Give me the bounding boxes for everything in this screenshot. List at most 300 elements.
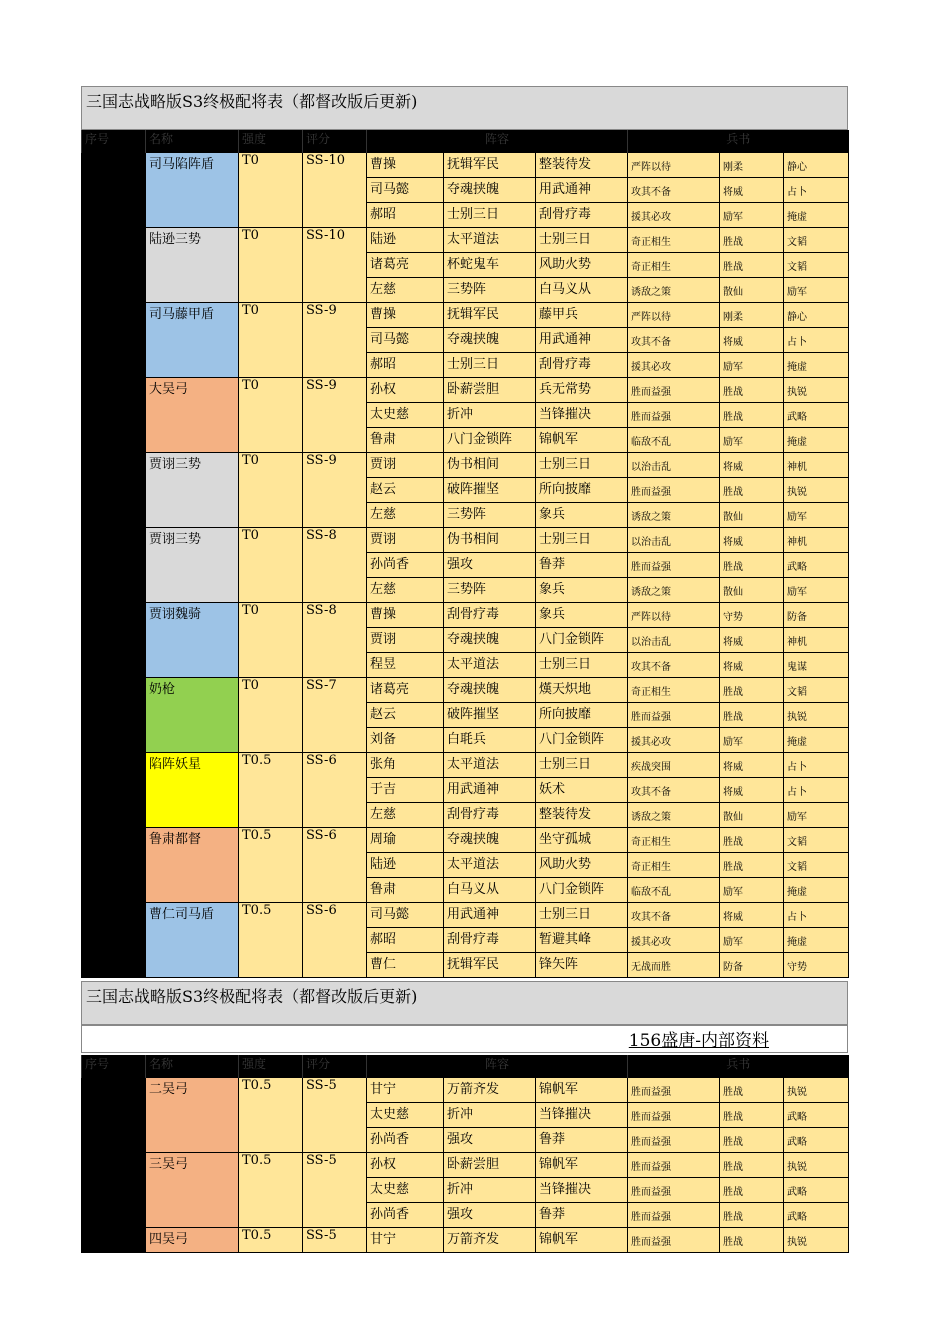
book-cell: 执锐 <box>784 1078 849 1103</box>
book-cell: 严阵以待 <box>628 153 720 178</box>
strength-cell: T0 <box>239 678 303 753</box>
score-cell: SS-10 <box>303 153 367 228</box>
skill-cell: 士别三日 <box>536 453 628 478</box>
skill-cell: 风助火势 <box>536 253 628 278</box>
book-cell: 守势 <box>720 603 784 628</box>
table-row <box>82 303 849 328</box>
skill-cell: 三势阵 <box>444 578 536 603</box>
book-cell: 励军 <box>720 203 784 228</box>
book-cell: 胜战 <box>720 1128 784 1153</box>
header-score: 评分 <box>303 1055 367 1078</box>
team-name-cell: 大吴弓 <box>146 378 239 453</box>
skill-cell: 三势阵 <box>444 503 536 528</box>
book-cell: 胜战 <box>720 253 784 278</box>
book-cell: 攻其不备 <box>628 328 720 353</box>
general-cell: 曹操 <box>367 153 444 178</box>
skill-cell: 强攻 <box>444 553 536 578</box>
general-cell: 太史慈 <box>367 1103 444 1128</box>
skill-cell: 八门金锁阵 <box>536 628 628 653</box>
spreadsheet <box>81 0 848 1344</box>
book-cell: 奇正相生 <box>628 678 720 703</box>
skill-cell: 抚辑军民 <box>444 303 536 328</box>
book-cell: 励军 <box>720 928 784 953</box>
book-cell: 占卜 <box>784 778 849 803</box>
skill-cell: 用武通神 <box>536 328 628 353</box>
book-cell: 刚柔 <box>720 153 784 178</box>
section-1-table <box>81 130 849 978</box>
book-cell: 胜而益强 <box>628 1153 720 1178</box>
book-cell: 静心 <box>784 153 849 178</box>
skill-cell: 八门金锁阵 <box>536 728 628 753</box>
table-row <box>82 1228 849 1253</box>
skill-cell: 刮骨疗毒 <box>444 928 536 953</box>
general-cell: 陆逊 <box>367 228 444 253</box>
skill-cell: 锦帆军 <box>536 1153 628 1178</box>
book-cell: 疾战突围 <box>628 753 720 778</box>
score-cell: SS-9 <box>303 303 367 378</box>
skill-cell: 士别三日 <box>536 228 628 253</box>
general-cell: 诸葛亮 <box>367 678 444 703</box>
general-cell: 甘宁 <box>367 1228 444 1253</box>
skill-cell: 折冲 <box>444 1178 536 1203</box>
general-cell: 孙尚香 <box>367 1128 444 1153</box>
strength-cell: T0.5 <box>239 1228 303 1253</box>
general-cell: 曹仁 <box>367 953 444 978</box>
score-cell: SS-9 <box>303 378 367 453</box>
score-cell: SS-9 <box>303 453 367 528</box>
row-index-cell <box>82 1228 146 1253</box>
row-index-cell <box>82 453 146 528</box>
book-cell: 掩虚 <box>784 203 849 228</box>
skill-cell: 强攻 <box>444 1203 536 1228</box>
book-cell: 散仙 <box>720 803 784 828</box>
book-cell: 文韬 <box>784 828 849 853</box>
score-cell: SS-5 <box>303 1153 367 1228</box>
book-cell: 诱敌之策 <box>628 578 720 603</box>
general-cell: 程昱 <box>367 653 444 678</box>
watermark-bar <box>81 1025 848 1053</box>
table-row <box>82 1078 849 1103</box>
general-cell: 曹操 <box>367 603 444 628</box>
general-cell: 贾诩 <box>367 628 444 653</box>
strength-cell: T0 <box>239 378 303 453</box>
team-name-cell: 贾诩三势 <box>146 453 239 528</box>
general-cell: 赵云 <box>367 478 444 503</box>
table-row <box>82 753 849 778</box>
row-index-cell <box>82 228 146 303</box>
skill-cell: 太平道法 <box>444 753 536 778</box>
skill-cell: 锦帆军 <box>536 1078 628 1103</box>
row-index-cell <box>82 153 146 228</box>
table-row <box>82 228 849 253</box>
book-cell: 将威 <box>720 328 784 353</box>
skill-cell: 象兵 <box>536 503 628 528</box>
header-lineup: 阵容 <box>367 1055 628 1078</box>
book-cell: 胜战 <box>720 378 784 403</box>
row-index-cell <box>82 378 146 453</box>
skill-cell: 象兵 <box>536 578 628 603</box>
skill-cell: 锋矢阵 <box>536 953 628 978</box>
book-cell: 胜战 <box>720 1228 784 1253</box>
skill-cell: 强攻 <box>444 1128 536 1153</box>
book-cell: 武略 <box>784 1178 849 1203</box>
header-score: 评分 <box>303 130 367 153</box>
book-cell: 励军 <box>784 578 849 603</box>
watermark-text: 156盛唐-内部资料 <box>628 1031 769 1051</box>
general-cell: 诸葛亮 <box>367 253 444 278</box>
book-cell: 以治击乱 <box>628 528 720 553</box>
general-cell: 赵云 <box>367 703 444 728</box>
table-row <box>82 378 849 403</box>
book-cell: 刚柔 <box>720 303 784 328</box>
score-cell: SS-10 <box>303 228 367 303</box>
skill-cell: 当锋摧决 <box>536 1103 628 1128</box>
book-cell: 诱敌之策 <box>628 503 720 528</box>
skill-cell: 夺魂挟魄 <box>444 628 536 653</box>
book-cell: 援其必攻 <box>628 728 720 753</box>
strength-cell: T0 <box>239 453 303 528</box>
general-cell: 太史慈 <box>367 1178 444 1203</box>
skill-cell: 士别三日 <box>536 903 628 928</box>
book-cell: 执锐 <box>784 378 849 403</box>
section-2-table <box>81 1055 849 1253</box>
book-cell: 攻其不备 <box>628 903 720 928</box>
skill-cell: 坐守孤城 <box>536 828 628 853</box>
row-index-cell <box>82 603 146 678</box>
general-cell: 郝昭 <box>367 353 444 378</box>
skill-cell: 鲁莽 <box>536 1203 628 1228</box>
book-cell: 胜战 <box>720 403 784 428</box>
header-idx: 序号 <box>82 1055 146 1078</box>
table-row <box>82 828 849 853</box>
book-cell: 将威 <box>720 653 784 678</box>
score-cell: SS-6 <box>303 903 367 978</box>
skill-cell: 用武通神 <box>444 778 536 803</box>
skill-cell: 妖术 <box>536 778 628 803</box>
skill-cell: 刮骨疗毒 <box>444 603 536 628</box>
strength-cell: T0 <box>239 303 303 378</box>
skill-cell: 八门金锁阵 <box>536 878 628 903</box>
section-2-title <box>81 981 848 1025</box>
skill-cell: 破阵摧坚 <box>444 478 536 503</box>
skill-cell: 当锋摧决 <box>536 403 628 428</box>
book-cell: 防备 <box>720 953 784 978</box>
strength-cell: T0 <box>239 228 303 303</box>
general-cell: 贾诩 <box>367 453 444 478</box>
general-cell: 鲁肃 <box>367 428 444 453</box>
skill-cell: 破阵摧坚 <box>444 703 536 728</box>
book-cell: 将威 <box>720 528 784 553</box>
book-cell: 奇正相生 <box>628 853 720 878</box>
book-cell: 临敌不乱 <box>628 428 720 453</box>
section-1-title-text: 三国志战略版S3终极配将表（都督改版后更新) <box>86 92 418 111</box>
book-cell: 将威 <box>720 778 784 803</box>
book-cell: 攻其不备 <box>628 778 720 803</box>
skill-cell: 藤甲兵 <box>536 303 628 328</box>
book-cell: 胜而益强 <box>628 553 720 578</box>
skill-cell: 三势阵 <box>444 278 536 303</box>
table-row <box>82 453 849 478</box>
book-cell: 胜战 <box>720 678 784 703</box>
book-cell: 严阵以待 <box>628 303 720 328</box>
book-cell: 散仙 <box>720 578 784 603</box>
skill-cell: 象兵 <box>536 603 628 628</box>
skill-cell: 熯天炽地 <box>536 678 628 703</box>
book-cell: 文韬 <box>784 678 849 703</box>
skill-cell: 士别三日 <box>444 203 536 228</box>
book-cell: 胜而益强 <box>628 1103 720 1128</box>
book-cell: 援其必攻 <box>628 353 720 378</box>
book-cell: 以治击乱 <box>628 453 720 478</box>
skill-cell: 鲁莽 <box>536 1128 628 1153</box>
book-cell: 胜而益强 <box>628 1228 720 1253</box>
book-cell: 奇正相生 <box>628 253 720 278</box>
book-cell: 神机 <box>784 453 849 478</box>
general-cell: 刘备 <box>367 728 444 753</box>
general-cell: 左慈 <box>367 578 444 603</box>
skill-cell: 所向披靡 <box>536 703 628 728</box>
skill-cell: 夺魂挟魄 <box>444 678 536 703</box>
book-cell: 胜战 <box>720 1178 784 1203</box>
book-cell: 以治击乱 <box>628 628 720 653</box>
general-cell: 孙尚香 <box>367 553 444 578</box>
book-cell: 胜战 <box>720 1103 784 1128</box>
team-name-cell: 二吴弓 <box>146 1078 239 1153</box>
book-cell: 胜而益强 <box>628 703 720 728</box>
header-books: 兵书 <box>628 1055 849 1078</box>
general-cell: 郝昭 <box>367 928 444 953</box>
book-cell: 武略 <box>784 1103 849 1128</box>
skill-cell: 刮骨疗毒 <box>536 203 628 228</box>
book-cell: 将威 <box>720 753 784 778</box>
book-cell: 胜而益强 <box>628 403 720 428</box>
book-cell: 武略 <box>784 403 849 428</box>
book-cell: 励军 <box>720 878 784 903</box>
skill-cell: 锦帆军 <box>536 1228 628 1253</box>
skill-cell: 士别三日 <box>444 353 536 378</box>
general-cell: 左慈 <box>367 278 444 303</box>
book-cell: 占卜 <box>784 753 849 778</box>
team-name-cell: 司马陷阵盾 <box>146 153 239 228</box>
general-cell: 孙权 <box>367 1153 444 1178</box>
book-cell: 掩虚 <box>784 428 849 453</box>
skill-cell: 鲁莽 <box>536 553 628 578</box>
skill-cell: 整装待发 <box>536 153 628 178</box>
book-cell: 胜而益强 <box>628 378 720 403</box>
general-cell: 郝昭 <box>367 203 444 228</box>
book-cell: 静心 <box>784 303 849 328</box>
general-cell: 甘宁 <box>367 1078 444 1103</box>
header-name: 名称 <box>146 1055 239 1078</box>
book-cell: 掩虚 <box>784 353 849 378</box>
book-cell: 执锐 <box>784 703 849 728</box>
team-name-cell: 陷阵妖星 <box>146 753 239 828</box>
score-cell: SS-7 <box>303 678 367 753</box>
general-cell: 张角 <box>367 753 444 778</box>
book-cell: 武略 <box>784 1128 849 1153</box>
book-cell: 胜战 <box>720 478 784 503</box>
score-cell: SS-8 <box>303 528 367 603</box>
general-cell: 于吉 <box>367 778 444 803</box>
score-cell: SS-5 <box>303 1228 367 1253</box>
header-books: 兵书 <box>628 130 849 153</box>
strength-cell: T0 <box>239 528 303 603</box>
row-index-cell <box>82 753 146 828</box>
book-cell: 执锐 <box>784 478 849 503</box>
strength-cell: T0.5 <box>239 1078 303 1153</box>
book-cell: 胜战 <box>720 853 784 878</box>
table-row <box>82 1153 849 1178</box>
strength-cell: T0.5 <box>239 753 303 828</box>
book-cell: 胜战 <box>720 553 784 578</box>
book-cell: 励军 <box>784 503 849 528</box>
strength-cell: T0 <box>239 153 303 228</box>
skill-cell: 锦帆军 <box>536 428 628 453</box>
book-cell: 神机 <box>784 528 849 553</box>
team-name-cell: 贾诩三势 <box>146 528 239 603</box>
book-cell: 掩虚 <box>784 878 849 903</box>
skill-cell: 太平道法 <box>444 653 536 678</box>
row-index-cell <box>82 303 146 378</box>
general-cell: 孙权 <box>367 378 444 403</box>
book-cell: 援其必攻 <box>628 203 720 228</box>
row-index-cell <box>82 528 146 603</box>
general-cell: 司马懿 <box>367 903 444 928</box>
book-cell: 将威 <box>720 453 784 478</box>
header-row <box>82 1055 849 1078</box>
skill-cell: 整装待发 <box>536 803 628 828</box>
skill-cell: 太平道法 <box>444 228 536 253</box>
book-cell: 文韬 <box>784 253 849 278</box>
table-row <box>82 603 849 628</box>
general-cell: 曹操 <box>367 303 444 328</box>
book-cell: 散仙 <box>720 503 784 528</box>
skill-cell: 折冲 <box>444 403 536 428</box>
skill-cell: 用武通神 <box>444 903 536 928</box>
skill-cell: 万箭齐发 <box>444 1078 536 1103</box>
strength-cell: T0 <box>239 603 303 678</box>
skill-cell: 兵无常势 <box>536 378 628 403</box>
book-cell: 励军 <box>784 278 849 303</box>
team-name-cell: 司马藤甲盾 <box>146 303 239 378</box>
general-cell: 陆逊 <box>367 853 444 878</box>
row-index-cell <box>82 1153 146 1228</box>
row-index-cell <box>82 903 146 978</box>
skill-cell: 夺魂挟魄 <box>444 828 536 853</box>
score-cell: SS-6 <box>303 753 367 828</box>
book-cell: 胜而益强 <box>628 1128 720 1153</box>
general-cell: 孙尚香 <box>367 1203 444 1228</box>
skill-cell: 所向披靡 <box>536 478 628 503</box>
strength-cell: T0.5 <box>239 903 303 978</box>
book-cell: 励军 <box>720 728 784 753</box>
skill-cell: 士别三日 <box>536 753 628 778</box>
skill-cell: 卧薪尝胆 <box>444 1153 536 1178</box>
team-name-cell: 三吴弓 <box>146 1153 239 1228</box>
skill-cell: 刮骨疗毒 <box>444 803 536 828</box>
skill-cell: 用武通神 <box>536 178 628 203</box>
table-row <box>82 153 849 178</box>
book-cell: 防备 <box>784 603 849 628</box>
book-cell: 援其必攻 <box>628 928 720 953</box>
book-cell: 励军 <box>720 428 784 453</box>
skill-cell: 风助火势 <box>536 853 628 878</box>
strength-cell: T0.5 <box>239 1153 303 1228</box>
score-cell: SS-8 <box>303 603 367 678</box>
table-row <box>82 678 849 703</box>
book-cell: 胜战 <box>720 228 784 253</box>
book-cell: 神机 <box>784 628 849 653</box>
skill-cell: 太平道法 <box>444 853 536 878</box>
skill-cell: 八门金锁阵 <box>444 428 536 453</box>
skill-cell: 白马义从 <box>536 278 628 303</box>
book-cell: 胜战 <box>720 1078 784 1103</box>
book-cell: 占卜 <box>784 178 849 203</box>
book-cell: 奇正相生 <box>628 828 720 853</box>
book-cell: 胜而益强 <box>628 1078 720 1103</box>
section-1-title <box>81 86 848 130</box>
table-row <box>82 528 849 553</box>
row-index-cell <box>82 1078 146 1153</box>
general-cell: 贾诩 <box>367 528 444 553</box>
book-cell: 掩虚 <box>784 928 849 953</box>
general-cell: 司马懿 <box>367 178 444 203</box>
score-cell: SS-6 <box>303 828 367 903</box>
book-cell: 将威 <box>720 903 784 928</box>
book-cell: 励军 <box>784 803 849 828</box>
header-strength: 强度 <box>239 1055 303 1078</box>
skill-cell: 夺魂挟魄 <box>444 178 536 203</box>
row-index-cell <box>82 678 146 753</box>
book-cell: 武略 <box>784 553 849 578</box>
book-cell: 励军 <box>720 353 784 378</box>
book-cell: 诱敌之策 <box>628 278 720 303</box>
team-name-cell: 贾诩魏骑 <box>146 603 239 678</box>
book-cell: 鬼谋 <box>784 653 849 678</box>
team-name-cell: 鲁肃都督 <box>146 828 239 903</box>
skill-cell: 夺魂挟魄 <box>444 328 536 353</box>
book-cell: 执锐 <box>784 1153 849 1178</box>
book-cell: 无战而胜 <box>628 953 720 978</box>
book-cell: 文韬 <box>784 228 849 253</box>
book-cell: 胜战 <box>720 703 784 728</box>
book-cell: 将威 <box>720 628 784 653</box>
book-cell: 占卜 <box>784 903 849 928</box>
skill-cell: 杯蛇鬼车 <box>444 253 536 278</box>
skill-cell: 暂避其峰 <box>536 928 628 953</box>
skill-cell: 卧薪尝胆 <box>444 378 536 403</box>
book-cell: 严阵以待 <box>628 603 720 628</box>
skill-cell: 刮骨疗毒 <box>536 353 628 378</box>
team-name-cell: 陆逊三势 <box>146 228 239 303</box>
general-cell: 周瑜 <box>367 828 444 853</box>
strength-cell: T0.5 <box>239 828 303 903</box>
book-cell: 胜而益强 <box>628 1178 720 1203</box>
book-cell: 将威 <box>720 178 784 203</box>
general-cell: 太史慈 <box>367 403 444 428</box>
book-cell: 临敌不乱 <box>628 878 720 903</box>
book-cell: 胜而益强 <box>628 478 720 503</box>
header-lineup: 阵容 <box>367 130 628 153</box>
row-index-cell <box>82 828 146 903</box>
book-cell: 胜战 <box>720 1203 784 1228</box>
book-cell: 胜战 <box>720 1153 784 1178</box>
skill-cell: 当锋摧决 <box>536 1178 628 1203</box>
header-idx: 序号 <box>82 130 146 153</box>
book-cell: 奇正相生 <box>628 228 720 253</box>
book-cell: 执锐 <box>784 1228 849 1253</box>
skill-cell: 万箭齐发 <box>444 1228 536 1253</box>
